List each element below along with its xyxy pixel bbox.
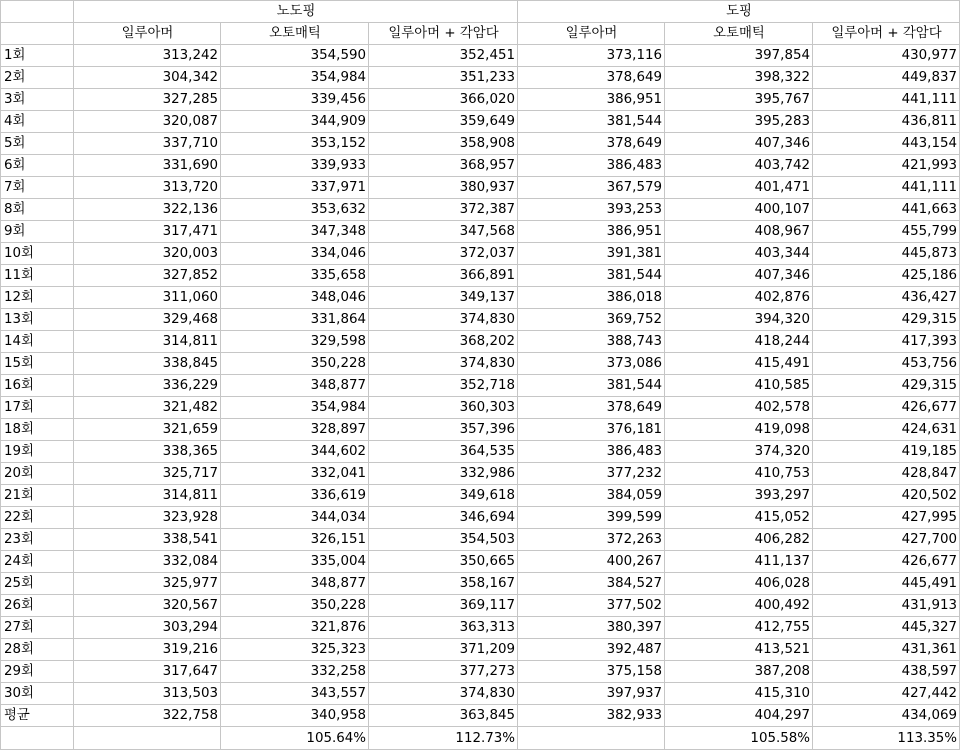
value-cell[interactable]: 317,647 — [74, 661, 221, 683]
value-cell[interactable]: 353,152 — [221, 133, 369, 155]
table-row — [1, 683, 960, 705]
table-row — [1, 551, 960, 573]
value-cell[interactable]: 354,984 — [221, 67, 369, 89]
value-cell[interactable]: 404,297 — [665, 705, 813, 727]
sub-header-label-cell[interactable] — [1, 23, 74, 45]
value-cell[interactable]: 378,649 — [518, 67, 665, 89]
value-cell[interactable]: 363,313 — [369, 617, 518, 639]
table-row — [1, 705, 960, 727]
value-cell[interactable]: 407,346 — [665, 133, 813, 155]
value-cell[interactable]: 426,677 — [813, 551, 960, 573]
value-cell[interactable]: 354,590 — [221, 45, 369, 67]
value-cell[interactable]: 320,003 — [74, 243, 221, 265]
row-label-cell[interactable]: 26회 — [1, 595, 74, 617]
value-cell[interactable]: 347,568 — [369, 221, 518, 243]
table-row — [1, 419, 960, 441]
value-cell[interactable]: 427,700 — [813, 529, 960, 551]
row-label-cell[interactable]: 14회 — [1, 331, 74, 353]
value-cell[interactable]: 415,052 — [665, 507, 813, 529]
table-row — [1, 375, 960, 397]
table-row — [1, 353, 960, 375]
value-cell[interactable]: 321,659 — [74, 419, 221, 441]
table-row — [1, 309, 960, 331]
row-label-cell[interactable]: 2회 — [1, 67, 74, 89]
value-cell[interactable]: 329,468 — [74, 309, 221, 331]
value-cell[interactable]: 374,830 — [369, 353, 518, 375]
value-cell[interactable]: 449,837 — [813, 67, 960, 89]
value-cell[interactable]: 327,285 — [74, 89, 221, 111]
value-cell[interactable]: 407,346 — [665, 265, 813, 287]
value-cell[interactable]: 393,297 — [665, 485, 813, 507]
value-cell[interactable]: 319,216 — [74, 639, 221, 661]
value-cell[interactable]: 336,229 — [74, 375, 221, 397]
table-row — [1, 199, 960, 221]
row-label-cell[interactable]: 21회 — [1, 485, 74, 507]
value-cell[interactable]: 372,037 — [369, 243, 518, 265]
table-row — [1, 243, 960, 265]
table-row — [1, 639, 960, 661]
value-cell[interactable]: 350,228 — [221, 353, 369, 375]
value-cell[interactable]: 320,567 — [74, 595, 221, 617]
sub-header-cell[interactable]: 오토매틱 — [665, 23, 813, 45]
value-cell[interactable]: 431,913 — [813, 595, 960, 617]
value-cell[interactable]: 373,086 — [518, 353, 665, 375]
value-cell[interactable]: 445,491 — [813, 573, 960, 595]
value-cell[interactable]: 321,482 — [74, 397, 221, 419]
table-row — [1, 89, 960, 111]
value-cell[interactable]: 320,087 — [74, 111, 221, 133]
sub-header-cell[interactable]: 오토매틱 — [221, 23, 369, 45]
value-cell[interactable]: 395,283 — [665, 111, 813, 133]
value-cell[interactable]: 373,116 — [518, 45, 665, 67]
table-row — [1, 617, 960, 639]
group-header-no-doping[interactable]: 노도핑 — [74, 1, 518, 23]
row-label-cell[interactable]: 평균 — [1, 705, 74, 727]
row-label-cell[interactable]: 3회 — [1, 89, 74, 111]
value-cell[interactable]: 369,752 — [518, 309, 665, 331]
value-cell[interactable]: 401,471 — [665, 177, 813, 199]
value-cell[interactable]: 364,535 — [369, 441, 518, 463]
value-cell[interactable]: 357,396 — [369, 419, 518, 441]
row-label-cell[interactable]: 27회 — [1, 617, 74, 639]
value-cell[interactable]: 349,618 — [369, 485, 518, 507]
table-row — [1, 133, 960, 155]
row-label-cell[interactable]: 17회 — [1, 397, 74, 419]
table-row — [1, 67, 960, 89]
value-cell[interactable]: 410,753 — [665, 463, 813, 485]
value-cell[interactable]: 325,717 — [74, 463, 221, 485]
value-cell[interactable]: 374,320 — [665, 441, 813, 463]
row-label-cell[interactable]: 6회 — [1, 155, 74, 177]
row-label-cell[interactable]: 4회 — [1, 111, 74, 133]
value-cell[interactable]: 325,977 — [74, 573, 221, 595]
value-cell[interactable]: 395,767 — [665, 89, 813, 111]
value-cell[interactable]: 332,986 — [369, 463, 518, 485]
value-cell[interactable]: 397,854 — [665, 45, 813, 67]
value-cell[interactable]: 332,258 — [221, 661, 369, 683]
value-cell[interactable]: 338,365 — [74, 441, 221, 463]
value-cell[interactable]: 350,665 — [369, 551, 518, 573]
value-cell[interactable]: 347,348 — [221, 221, 369, 243]
row-label-cell[interactable]: 15회 — [1, 353, 74, 375]
value-cell[interactable]: 391,381 — [518, 243, 665, 265]
value-cell[interactable]: 325,323 — [221, 639, 369, 661]
sub-header-cell[interactable]: 일루아머 + 각암다 — [813, 23, 960, 45]
row-label-cell[interactable]: 7회 — [1, 177, 74, 199]
value-cell[interactable]: 113.35% — [813, 727, 960, 750]
value-cell[interactable]: 428,847 — [813, 463, 960, 485]
value-cell[interactable]: 367,579 — [518, 177, 665, 199]
value-cell[interactable]: 380,937 — [369, 177, 518, 199]
value-cell[interactable]: 335,658 — [221, 265, 369, 287]
row-label-cell[interactable]: 13회 — [1, 309, 74, 331]
row-label-cell[interactable]: 23회 — [1, 529, 74, 551]
sub-header-cell[interactable]: 일루아머 — [74, 23, 221, 45]
value-cell[interactable]: 351,233 — [369, 67, 518, 89]
value-cell[interactable]: 338,541 — [74, 529, 221, 551]
value-cell[interactable]: 445,327 — [813, 617, 960, 639]
value-cell[interactable]: 387,208 — [665, 661, 813, 683]
table-row — [1, 507, 960, 529]
value-cell[interactable]: 441,111 — [813, 177, 960, 199]
value-cell[interactable]: 441,111 — [813, 89, 960, 111]
value-cell[interactable]: 402,876 — [665, 287, 813, 309]
value-cell[interactable]: 377,273 — [369, 661, 518, 683]
row-label-cell[interactable]: 1회 — [1, 45, 74, 67]
value-cell[interactable]: 377,232 — [518, 463, 665, 485]
value-cell[interactable]: 112.73% — [369, 727, 518, 750]
table-row — [1, 485, 960, 507]
value-cell[interactable]: 408,967 — [665, 221, 813, 243]
value-cell[interactable]: 380,397 — [518, 617, 665, 639]
value-cell[interactable]: 374,830 — [369, 683, 518, 705]
table-row — [1, 727, 960, 750]
value-cell[interactable]: 441,663 — [813, 199, 960, 221]
value-cell[interactable]: 411,137 — [665, 551, 813, 573]
value-cell[interactable]: 429,315 — [813, 309, 960, 331]
value-cell[interactable]: 421,993 — [813, 155, 960, 177]
row-label-cell[interactable]: 29회 — [1, 661, 74, 683]
value-cell[interactable]: 304,342 — [74, 67, 221, 89]
value-cell[interactable]: 372,263 — [518, 529, 665, 551]
value-cell[interactable]: 415,491 — [665, 353, 813, 375]
value-cell[interactable] — [518, 727, 665, 750]
sub-header-cell[interactable]: 일루아머 — [518, 23, 665, 45]
value-cell[interactable]: 384,527 — [518, 573, 665, 595]
value-cell[interactable]: 400,492 — [665, 595, 813, 617]
value-cell[interactable]: 386,951 — [518, 89, 665, 111]
value-cell[interactable]: 381,544 — [518, 375, 665, 397]
row-label-cell[interactable]: 5회 — [1, 133, 74, 155]
value-cell[interactable]: 343,557 — [221, 683, 369, 705]
table-row — [1, 155, 960, 177]
table-row — [1, 45, 960, 67]
value-cell[interactable]: 381,544 — [518, 111, 665, 133]
value-cell[interactable]: 358,908 — [369, 133, 518, 155]
value-cell[interactable]: 314,811 — [74, 485, 221, 507]
value-cell[interactable]: 334,046 — [221, 243, 369, 265]
value-cell[interactable]: 384,059 — [518, 485, 665, 507]
value-cell[interactable]: 400,107 — [665, 199, 813, 221]
value-cell[interactable]: 378,649 — [518, 397, 665, 419]
value-cell[interactable]: 354,984 — [221, 397, 369, 419]
value-cell[interactable]: 378,649 — [518, 133, 665, 155]
value-cell[interactable]: 406,282 — [665, 529, 813, 551]
value-cell[interactable]: 105.64% — [221, 727, 369, 750]
value-cell[interactable]: 331,690 — [74, 155, 221, 177]
table-row — [1, 265, 960, 287]
value-cell[interactable]: 420,502 — [813, 485, 960, 507]
value-cell[interactable]: 323,928 — [74, 507, 221, 529]
table-row — [1, 397, 960, 419]
value-cell[interactable]: 332,084 — [74, 551, 221, 573]
value-cell[interactable]: 344,909 — [221, 111, 369, 133]
value-cell[interactable]: 363,845 — [369, 705, 518, 727]
value-cell[interactable]: 369,117 — [369, 595, 518, 617]
value-cell[interactable]: 303,294 — [74, 617, 221, 639]
value-cell[interactable]: 410,585 — [665, 375, 813, 397]
value-cell[interactable]: 413,521 — [665, 639, 813, 661]
value-cell[interactable]: 322,758 — [74, 705, 221, 727]
value-cell[interactable]: 311,060 — [74, 287, 221, 309]
value-cell[interactable]: 386,483 — [518, 441, 665, 463]
table-row — [1, 221, 960, 243]
value-cell[interactable]: 417,393 — [813, 331, 960, 353]
value-cell[interactable]: 419,098 — [665, 419, 813, 441]
value-cell[interactable]: 392,487 — [518, 639, 665, 661]
value-cell[interactable]: 419,185 — [813, 441, 960, 463]
value-cell[interactable]: 344,034 — [221, 507, 369, 529]
value-cell[interactable]: 386,951 — [518, 221, 665, 243]
row-label-cell[interactable]: 25회 — [1, 573, 74, 595]
value-cell[interactable]: 397,937 — [518, 683, 665, 705]
value-cell[interactable]: 436,427 — [813, 287, 960, 309]
value-cell[interactable]: 426,677 — [813, 397, 960, 419]
value-cell[interactable]: 336,619 — [221, 485, 369, 507]
table-row — [1, 573, 960, 595]
value-cell[interactable]: 366,891 — [369, 265, 518, 287]
sub-header-cell[interactable]: 일루아머 + 각암다 — [369, 23, 518, 45]
value-cell[interactable]: 327,852 — [74, 265, 221, 287]
value-cell[interactable]: 352,451 — [369, 45, 518, 67]
value-cell[interactable]: 427,442 — [813, 683, 960, 705]
row-label-cell[interactable]: 28회 — [1, 639, 74, 661]
value-cell[interactable]: 376,181 — [518, 419, 665, 441]
value-cell[interactable]: 436,811 — [813, 111, 960, 133]
value-cell[interactable]: 317,471 — [74, 221, 221, 243]
row-label-cell[interactable]: 24회 — [1, 551, 74, 573]
table-row — [1, 111, 960, 133]
value-cell[interactable]: 339,456 — [221, 89, 369, 111]
value-cell[interactable]: 328,897 — [221, 419, 369, 441]
table-row — [1, 287, 960, 309]
value-cell[interactable]: 374,830 — [369, 309, 518, 331]
value-cell[interactable]: 314,811 — [74, 331, 221, 353]
data-body — [1, 45, 960, 750]
value-cell[interactable]: 455,799 — [813, 221, 960, 243]
value-cell[interactable]: 424,631 — [813, 419, 960, 441]
value-cell[interactable]: 354,503 — [369, 529, 518, 551]
row-label-cell[interactable]: 18회 — [1, 419, 74, 441]
corner-cell[interactable] — [1, 1, 74, 23]
table-row — [1, 441, 960, 463]
value-cell[interactable]: 368,202 — [369, 331, 518, 353]
value-cell[interactable]: 329,598 — [221, 331, 369, 353]
value-cell[interactable]: 358,167 — [369, 573, 518, 595]
value-cell[interactable]: 346,694 — [369, 507, 518, 529]
value-cell[interactable]: 402,578 — [665, 397, 813, 419]
value-cell[interactable]: 415,310 — [665, 683, 813, 705]
value-cell[interactable]: 394,320 — [665, 309, 813, 331]
row-label-cell[interactable]: 10회 — [1, 243, 74, 265]
table-row — [1, 661, 960, 683]
value-cell[interactable]: 337,971 — [221, 177, 369, 199]
value-cell[interactable]: 403,742 — [665, 155, 813, 177]
value-cell[interactable]: 375,158 — [518, 661, 665, 683]
value-cell[interactable]: 386,483 — [518, 155, 665, 177]
value-cell[interactable]: 360,303 — [369, 397, 518, 419]
value-cell[interactable]: 371,209 — [369, 639, 518, 661]
value-cell[interactable]: 399,599 — [518, 507, 665, 529]
value-cell[interactable]: 340,958 — [221, 705, 369, 727]
value-cell[interactable]: 398,322 — [665, 67, 813, 89]
value-cell[interactable]: 400,267 — [518, 551, 665, 573]
row-label-cell[interactable]: 8회 — [1, 199, 74, 221]
value-cell[interactable]: 438,597 — [813, 661, 960, 683]
table-row — [1, 177, 960, 199]
value-cell[interactable]: 453,756 — [813, 353, 960, 375]
value-cell[interactable]: 429,315 — [813, 375, 960, 397]
value-cell[interactable]: 313,720 — [74, 177, 221, 199]
value-cell[interactable]: 434,069 — [813, 705, 960, 727]
table-row — [1, 529, 960, 551]
value-cell[interactable]: 418,244 — [665, 331, 813, 353]
value-cell[interactable]: 359,649 — [369, 111, 518, 133]
value-cell[interactable]: 105.58% — [665, 727, 813, 750]
group-header-row — [1, 1, 960, 23]
value-cell[interactable]: 349,137 — [369, 287, 518, 309]
value-cell[interactable]: 344,602 — [221, 441, 369, 463]
table-row — [1, 595, 960, 617]
value-cell[interactable]: 388,743 — [518, 331, 665, 353]
value-cell[interactable]: 393,253 — [518, 199, 665, 221]
value-cell[interactable]: 431,361 — [813, 639, 960, 661]
value-cell[interactable]: 338,845 — [74, 353, 221, 375]
row-label-cell[interactable]: 16회 — [1, 375, 74, 397]
value-cell[interactable]: 445,873 — [813, 243, 960, 265]
value-cell[interactable]: 350,228 — [221, 595, 369, 617]
row-label-cell[interactable]: 22회 — [1, 507, 74, 529]
value-cell[interactable]: 322,136 — [74, 199, 221, 221]
row-label-cell[interactable] — [1, 727, 74, 750]
value-cell[interactable]: 425,186 — [813, 265, 960, 287]
value-cell[interactable]: 353,632 — [221, 199, 369, 221]
row-label-cell[interactable]: 20회 — [1, 463, 74, 485]
value-cell[interactable]: 332,041 — [221, 463, 369, 485]
value-cell[interactable]: 443,154 — [813, 133, 960, 155]
value-cell[interactable]: 321,876 — [221, 617, 369, 639]
table-row — [1, 463, 960, 485]
sub-header-row — [1, 23, 960, 45]
value-cell[interactable]: 372,387 — [369, 199, 518, 221]
value-cell[interactable]: 430,977 — [813, 45, 960, 67]
value-cell[interactable]: 406,028 — [665, 573, 813, 595]
value-cell[interactable]: 377,502 — [518, 595, 665, 617]
value-cell[interactable]: 386,018 — [518, 287, 665, 309]
value-cell[interactable]: 337,710 — [74, 133, 221, 155]
row-label-cell[interactable]: 19회 — [1, 441, 74, 463]
row-label-cell[interactable]: 9회 — [1, 221, 74, 243]
value-cell[interactable]: 335,004 — [221, 551, 369, 573]
value-cell[interactable]: 382,933 — [518, 705, 665, 727]
value-cell[interactable]: 331,864 — [221, 309, 369, 331]
value-cell[interactable] — [74, 727, 221, 750]
row-label-cell[interactable]: 11회 — [1, 265, 74, 287]
value-cell[interactable]: 313,242 — [74, 45, 221, 67]
value-cell[interactable]: 326,151 — [221, 529, 369, 551]
value-cell[interactable]: 381,544 — [518, 265, 665, 287]
value-cell[interactable]: 366,020 — [369, 89, 518, 111]
table-row — [1, 331, 960, 353]
row-label-cell[interactable]: 12회 — [1, 287, 74, 309]
value-cell[interactable]: 348,046 — [221, 287, 369, 309]
group-header-doping[interactable]: 도핑 — [518, 1, 960, 23]
value-cell[interactable]: 348,877 — [221, 375, 369, 397]
value-cell[interactable]: 403,344 — [665, 243, 813, 265]
value-cell[interactable]: 427,995 — [813, 507, 960, 529]
value-cell[interactable]: 339,933 — [221, 155, 369, 177]
row-label-cell[interactable]: 30회 — [1, 683, 74, 705]
value-cell[interactable]: 348,877 — [221, 573, 369, 595]
value-cell[interactable]: 412,755 — [665, 617, 813, 639]
value-cell[interactable]: 313,503 — [74, 683, 221, 705]
value-cell[interactable]: 368,957 — [369, 155, 518, 177]
value-cell[interactable]: 352,718 — [369, 375, 518, 397]
